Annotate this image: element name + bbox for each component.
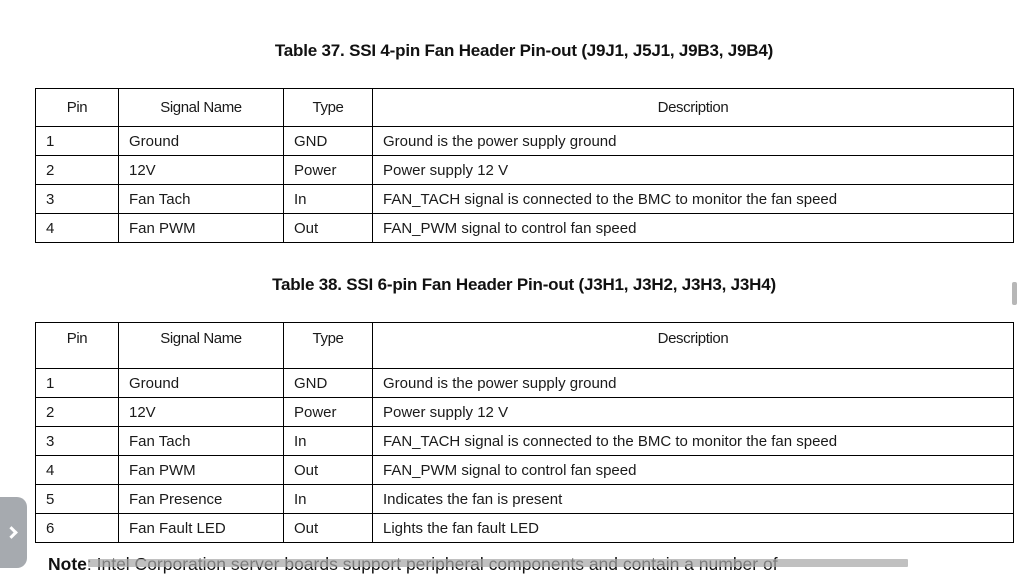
pin-cell: 1 xyxy=(36,127,119,156)
signal-cell: Fan Fault LED xyxy=(119,514,284,543)
description-cell: Ground is the power supply ground xyxy=(373,127,1014,156)
vertical-scrollbar-thumb[interactable] xyxy=(1012,282,1017,305)
note-label: Note xyxy=(48,554,87,574)
type-cell: Power xyxy=(284,156,373,185)
type-cell: Out xyxy=(284,514,373,543)
signal-cell: Ground xyxy=(119,369,284,398)
description-cell: Lights the fan fault LED xyxy=(373,514,1014,543)
description-cell: Power supply 12 V xyxy=(373,156,1014,185)
description-cell: FAN_PWM signal to control fan speed xyxy=(373,214,1014,243)
column-header-pin: Pin xyxy=(36,89,119,127)
table-row xyxy=(36,456,1014,485)
pin-cell: 3 xyxy=(36,185,119,214)
type-cell: Out xyxy=(284,214,373,243)
signal-cell: Fan Tach xyxy=(119,185,284,214)
signal-cell: Fan PWM xyxy=(119,456,284,485)
signal-cell: Fan PWM xyxy=(119,214,284,243)
type-cell: In xyxy=(284,427,373,456)
table-row xyxy=(36,185,1014,214)
table-37-title: Table 37. SSI 4-pin Fan Header Pin-out (J9J1, J5J1, J9B3, J9B4) xyxy=(274,41,774,60)
table-row xyxy=(36,485,1014,514)
column-header-signal-name: Signal Name xyxy=(119,323,284,369)
table-header-row xyxy=(36,89,1014,127)
pin-cell: 4 xyxy=(36,456,119,485)
pin-cell: 4 xyxy=(36,214,119,243)
column-header-description: Description xyxy=(373,323,1014,369)
description-cell: Ground is the power supply ground xyxy=(373,369,1014,398)
chevron-right-icon xyxy=(5,526,18,539)
type-cell: GND xyxy=(284,127,373,156)
table-row xyxy=(36,156,1014,185)
table-row xyxy=(36,369,1014,398)
signal-cell: Fan Presence xyxy=(119,485,284,514)
pin-cell: 1 xyxy=(36,369,119,398)
table-row xyxy=(36,514,1014,543)
signal-cell: Ground xyxy=(119,127,284,156)
next-page-button[interactable] xyxy=(0,497,27,568)
description-cell: Power supply 12 V xyxy=(373,398,1014,427)
pin-cell: 6 xyxy=(36,514,119,543)
table-row xyxy=(36,427,1014,456)
description-cell: FAN_PWM signal to control fan speed xyxy=(373,456,1014,485)
column-header-type: Type xyxy=(284,323,373,369)
type-cell: GND xyxy=(284,369,373,398)
table-38-title: Table 38. SSI 6-pin Fan Header Pin-out (J3H1, J3H2, J3H3, J3H4) xyxy=(272,275,776,294)
description-cell: FAN_TACH signal is connected to the BMC to monitor the fan speed xyxy=(373,185,1014,214)
column-header-signal-name: Signal Name xyxy=(119,89,284,127)
pin-cell: 5 xyxy=(36,485,119,514)
column-header-description: Description xyxy=(373,89,1014,127)
pin-cell: 2 xyxy=(36,156,119,185)
table-row xyxy=(36,214,1014,243)
description-cell: Indicates the fan is present xyxy=(373,485,1014,514)
table-header-row xyxy=(36,323,1014,369)
pin-cell: 2 xyxy=(36,398,119,427)
signal-cell: Fan Tach xyxy=(119,427,284,456)
column-header-type: Type xyxy=(284,89,373,127)
pinout-table-37 xyxy=(35,88,1014,243)
horizontal-scrollbar-thumb[interactable] xyxy=(88,559,908,567)
column-header-pin: Pin xyxy=(36,323,119,369)
signal-cell: 12V xyxy=(119,156,284,185)
signal-cell: 12V xyxy=(119,398,284,427)
pin-cell: 3 xyxy=(36,427,119,456)
type-cell: Out xyxy=(284,456,373,485)
type-cell: In xyxy=(284,185,373,214)
type-cell: In xyxy=(284,485,373,514)
table-row xyxy=(36,398,1014,427)
type-cell: Power xyxy=(284,398,373,427)
description-cell: FAN_TACH signal is connected to the BMC to monitor the fan speed xyxy=(373,427,1014,456)
table-row xyxy=(36,127,1014,156)
pinout-table-38 xyxy=(35,322,1014,543)
